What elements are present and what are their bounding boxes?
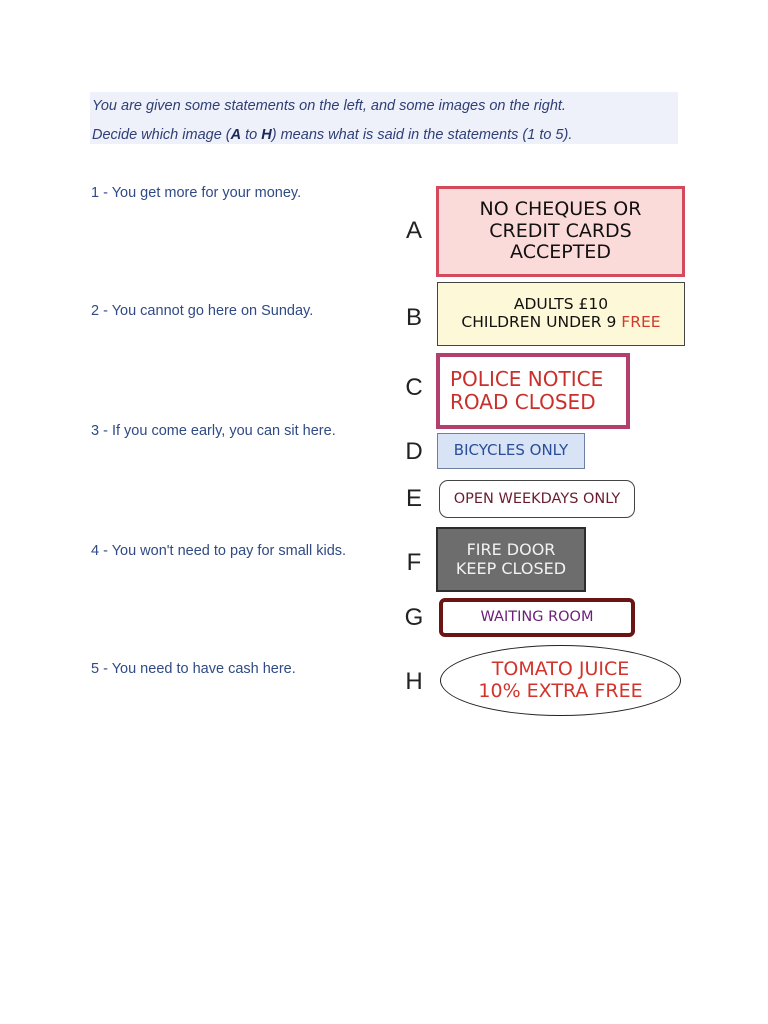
statement-5: 5 - You need to have cash here. — [91, 661, 296, 677]
letter-h: H — [405, 668, 423, 695]
sign-b-children-text: CHILDREN UNDER 9 — [461, 313, 622, 331]
statement-3: 3 - If you come early, you can sit here. — [91, 423, 336, 439]
sign-d-bicycles-only — [437, 433, 585, 469]
sign-f-line-2: KEEP CLOSED — [455, 558, 567, 578]
instructions-letter-a: A — [230, 127, 242, 143]
letter-e: E — [405, 485, 422, 512]
letter-d: D — [405, 438, 423, 465]
sign-g-text: WAITING ROOM — [480, 609, 594, 626]
sign-b-free-text: FREE — [621, 313, 661, 331]
letter-g: G — [404, 604, 424, 631]
sign-h-tomato-juice — [440, 645, 681, 716]
instructions-line-2 — [92, 121, 678, 150]
sign-h-line-1: TOMATO JUICE — [491, 657, 630, 680]
sign-e-open-weekdays — [439, 480, 635, 518]
statement-2: 2 - You cannot go here on Sunday. — [91, 303, 314, 319]
instructions-box — [90, 92, 678, 144]
sign-b-adults-price — [437, 282, 685, 346]
instructions-letter-h: H — [261, 127, 272, 143]
instructions-text: to — [241, 127, 262, 143]
sign-a-line-3: ACCEPTED — [510, 241, 611, 264]
sign-a-no-cheques — [436, 186, 685, 277]
sign-d-text: BICYCLES ONLY — [453, 441, 569, 460]
letter-c: C — [405, 374, 423, 401]
sign-c-police-notice — [436, 353, 630, 429]
letter-a: A — [405, 217, 422, 244]
statement-1: 1 - You get more for your money. — [91, 185, 302, 201]
sign-f-line-1: FIRE DOOR — [466, 540, 556, 560]
sign-f-fire-door — [436, 527, 586, 592]
instructions-text: Decide which image ( — [92, 127, 231, 143]
sign-c-line-2: ROAD CLOSED — [450, 390, 596, 414]
sign-g-waiting-room — [439, 598, 635, 637]
sign-h-line-2: 10% EXTRA FREE — [478, 679, 643, 702]
sign-a-line-1: NO CHEQUES OR — [479, 197, 642, 220]
letter-f: F — [406, 549, 422, 576]
instructions-text: ) means what is said in the statements (1 to 5). — [271, 127, 573, 143]
letter-b: B — [405, 304, 422, 331]
instructions-line-1: You are given some statements on the left, and some images on the right. — [92, 98, 566, 114]
sign-e-text: OPEN WEEKDAYS ONLY — [453, 490, 621, 507]
sign-b-line-1: ADULTS £10 — [513, 295, 609, 314]
statement-4: 4 - You won't need to pay for small kids. — [91, 543, 347, 559]
sign-c-line-1: POLICE NOTICE — [450, 367, 604, 391]
sign-a-line-2: CREDIT CARDS — [489, 219, 632, 242]
sign-b-line-2 — [461, 314, 660, 332]
